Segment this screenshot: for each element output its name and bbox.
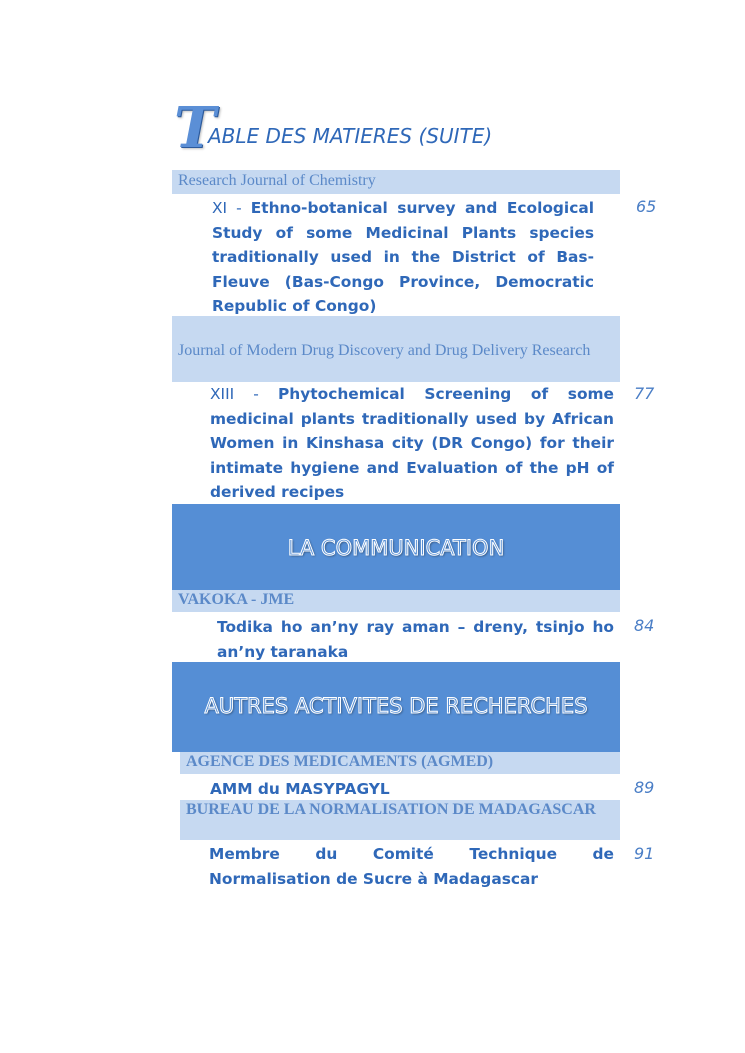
agmed-header (180, 752, 620, 774)
toc-entry-vakoka[interactable] (217, 615, 614, 664)
title-initial-letter: T (174, 95, 216, 161)
page-number: 91 (634, 844, 655, 863)
agmed-label: AGENCE DES MEDICAMENTS (AGMED) (186, 753, 494, 770)
page-number: 77 (634, 384, 655, 403)
journal-chemistry-label: Research Journal of Chemistry (178, 172, 376, 189)
page-title (174, 95, 634, 161)
section-communication (172, 504, 620, 590)
toc-entry-chemistry[interactable] (212, 196, 594, 319)
entry-title: Todika ho an’ny ray aman – dreny, tsinjo ho an’ny taranaka (217, 618, 614, 661)
journal-drug-header (172, 316, 620, 382)
entry-title: Phytochemical Screening of some medicinal plants traditionally used by African Women in Kinshasa city (DR Congo) for their intimate hygiene and Evaluation of the pH of derived recipes (210, 385, 614, 501)
vakoka-label: VAKOKA - JME (178, 591, 295, 608)
journal-drug-label: Journal of Modern Drug Discovery and Drug Delivery Research (178, 342, 591, 359)
entry-number: XI - (212, 199, 251, 217)
section-title: LA COMMUNICATION (287, 536, 505, 560)
page-number: 89 (634, 778, 655, 797)
journal-chemistry-header (172, 170, 620, 194)
title-text: ABLE DES MATIERES (SUITE) (208, 124, 493, 148)
entry-title: AMM du MASYPAGYL (210, 780, 390, 798)
vakoka-header (172, 590, 620, 612)
toc-entry-drug[interactable] (210, 382, 614, 505)
entry-title: Membre du Comité Technique de Normalisation de Sucre à Madagascar (209, 845, 614, 888)
page-number: 65 (636, 197, 657, 216)
entry-title: Ethno-botanical survey and Ecological Study of some Medicinal Plants species traditionally used in the District of Bas-Fleuve (Bas-Congo Province, Democratic Republic of Congo) (212, 199, 594, 315)
page-number: 84 (634, 616, 655, 635)
section-autres (172, 662, 620, 752)
bureau-label: BUREAU DE LA NORMALISATION DE MADAGASCAR (186, 801, 596, 818)
entry-number: XIII - (210, 385, 278, 403)
toc-entry-bureau[interactable] (209, 842, 614, 891)
bureau-header (180, 800, 620, 840)
section-title: AUTRES ACTIVITES DE RECHERCHES (204, 694, 588, 718)
toc-entry-agmed[interactable] (210, 777, 614, 802)
